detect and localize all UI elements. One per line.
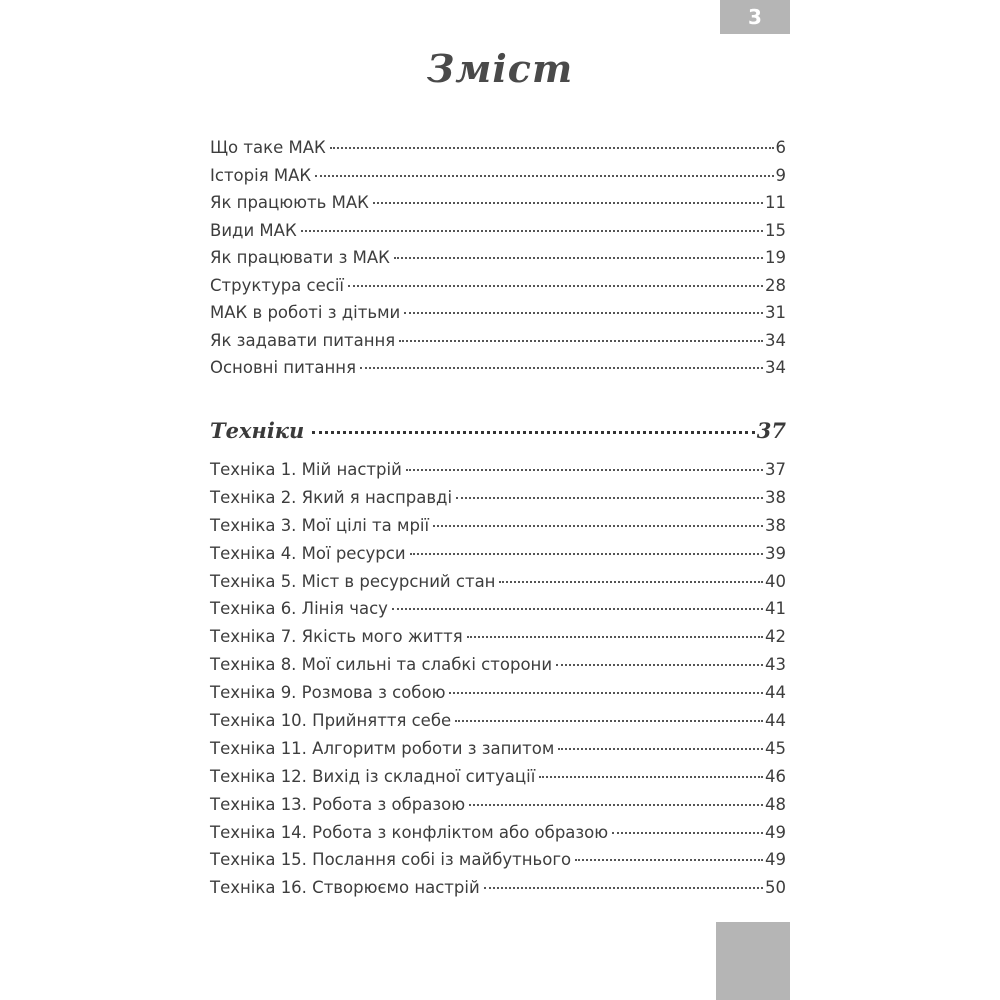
toc-entry-page: 50 [765,878,786,898]
toc-entry-label: Історія МАК [210,165,312,185]
toc-entry-page: 39 [765,543,786,563]
section-label: Техніки [210,418,305,443]
toc-entry[interactable] [210,138,786,166]
section-page: 37 [756,418,786,443]
toc-entry-page: 43 [765,655,786,675]
toc-entry-page: 49 [765,850,786,870]
toc-entry-page: 37 [765,460,786,479]
page-number-tab [720,0,790,34]
toc-entry-label: Техніка 15. Послання собі із майбутнього [210,850,572,870]
toc-entry-label: Техніка 16. Створюємо настрій [210,878,480,898]
toc-entry[interactable] [210,683,786,711]
toc-entry-label: Що таке МАК [210,138,326,157]
toc-entry-page: 44 [765,711,786,731]
toc-entry[interactable] [210,193,786,221]
toc-entry[interactable] [210,248,786,276]
toc-entry-page: 34 [765,330,786,350]
toc-entry-label: Техніка 9. Розмова з собою [210,683,446,703]
toc-entry[interactable] [210,878,786,906]
toc-entry[interactable] [210,303,786,331]
toc-entry-label: Техніка 13. Робота з образою [210,794,466,814]
toc-entry-page: 34 [765,358,786,377]
dot-leader [373,202,763,204]
toc-section-techniques[interactable] [210,418,786,443]
toc-entry-page: 15 [765,220,786,240]
toc-entry-label: Техніка 5. Міст в ресурсний стан [210,571,496,591]
toc-entry-label: Техніка 8. Мої сильні та слабкі сторони [210,655,553,675]
dot-leader [394,257,763,259]
toc-entry[interactable] [210,599,786,627]
dot-leader [399,340,763,342]
toc-entry[interactable] [210,221,786,249]
dot-leader [499,581,763,583]
toc-entry[interactable] [210,627,786,655]
dot-leader [539,776,763,778]
toc-entry-page: 6 [775,138,786,157]
dot-leader [556,664,763,666]
toc-entry-label: Техніка 11. Алгоритм роботи з запитом [210,738,555,758]
toc-entry-label: Як працюють МАК [210,193,369,212]
dot-leader [467,636,763,638]
toc-entry-label: Техніка 3. Мої цілі та мрії [210,515,430,535]
toc-entry-label: МАК в роботі з дітьми [210,303,401,322]
toc-entry[interactable] [210,655,786,683]
toc-entry[interactable] [210,544,786,572]
dot-leader [558,748,763,750]
page-number: 3 [748,5,762,29]
dot-leader [360,367,763,369]
toc-entry-label: Техніка 7. Якість мого життя [210,627,463,647]
toc-entry-page: 44 [765,683,786,703]
toc-entry[interactable] [210,358,786,386]
toc-entry[interactable] [210,460,786,488]
toc-entry-label: Техніка 1. Мій настрій [210,460,402,479]
toc-entry[interactable] [210,823,786,851]
dot-leader [404,312,763,314]
toc-entry[interactable] [210,767,786,795]
toc-entry-page: 48 [765,794,786,814]
toc-entry-label: Як задавати питання [210,330,396,350]
dot-leader [575,859,763,861]
toc-entry-label: Структура сесії [210,275,345,295]
toc-entry-label: Основні питання [210,358,357,377]
dot-leader [469,804,763,806]
toc-entry-label: Техніка 4. Мої ресурси [210,543,406,563]
toc-entry[interactable] [210,850,786,878]
dot-leader [612,832,763,834]
page-title: Зміст [426,46,574,91]
dot-leader [392,608,763,610]
dot-leader [301,230,763,232]
toc-entry-page: 9 [775,165,786,185]
toc-entry-label: Техніка 14. Робота з конфліктом або образою [210,822,609,842]
toc-entry-page: 42 [765,627,786,647]
toc-intro-list [210,138,786,386]
dot-leader [410,553,763,555]
toc-entry-page: 19 [765,248,786,267]
toc-entry-label: Техніка 2. Який я насправді [210,487,453,507]
toc-entry-label: Як працювати з МАК [210,248,390,267]
toc-entry[interactable] [210,739,786,767]
dot-leader [449,692,763,694]
toc-entry-page: 38 [765,515,786,535]
toc-entry-page: 40 [765,571,786,591]
toc-entry[interactable] [210,276,786,304]
toc-entry-page: 38 [765,487,786,507]
toc-entry-page: 49 [765,822,786,842]
toc-entry[interactable] [210,711,786,739]
toc-entry[interactable] [210,331,786,359]
toc-entry-page: 31 [765,303,786,322]
toc-entry[interactable] [210,488,786,516]
dot-leader [484,887,763,889]
dot-leader [455,720,763,722]
toc-entry[interactable] [210,166,786,194]
dot-leader [456,497,763,499]
dot-leader [312,431,754,434]
toc-entry-page: 41 [765,599,786,619]
toc-techniques-list [210,460,786,906]
toc-entry-page: 28 [765,275,786,295]
toc-entry-label: Види МАК [210,220,297,240]
dot-leader [348,285,763,287]
toc-entry-label: Техніка 6. Лінія часу [210,599,388,619]
toc-entry[interactable] [210,572,786,600]
toc-entry[interactable] [210,795,786,823]
toc-entry-label: Техніка 12. Вихід із складної ситуації [210,766,536,786]
toc-entry-page: 45 [765,738,786,758]
dot-leader [315,175,773,177]
toc-entry[interactable] [210,516,786,544]
toc-entry-page: 46 [765,766,786,786]
dot-leader [330,147,774,149]
dot-leader [406,469,763,471]
toc-entry-label: Техніка 10. Прийняття себе [210,711,452,731]
page-edge-tab [716,922,790,1000]
dot-leader [433,525,763,527]
toc-entry-page: 11 [765,193,786,212]
